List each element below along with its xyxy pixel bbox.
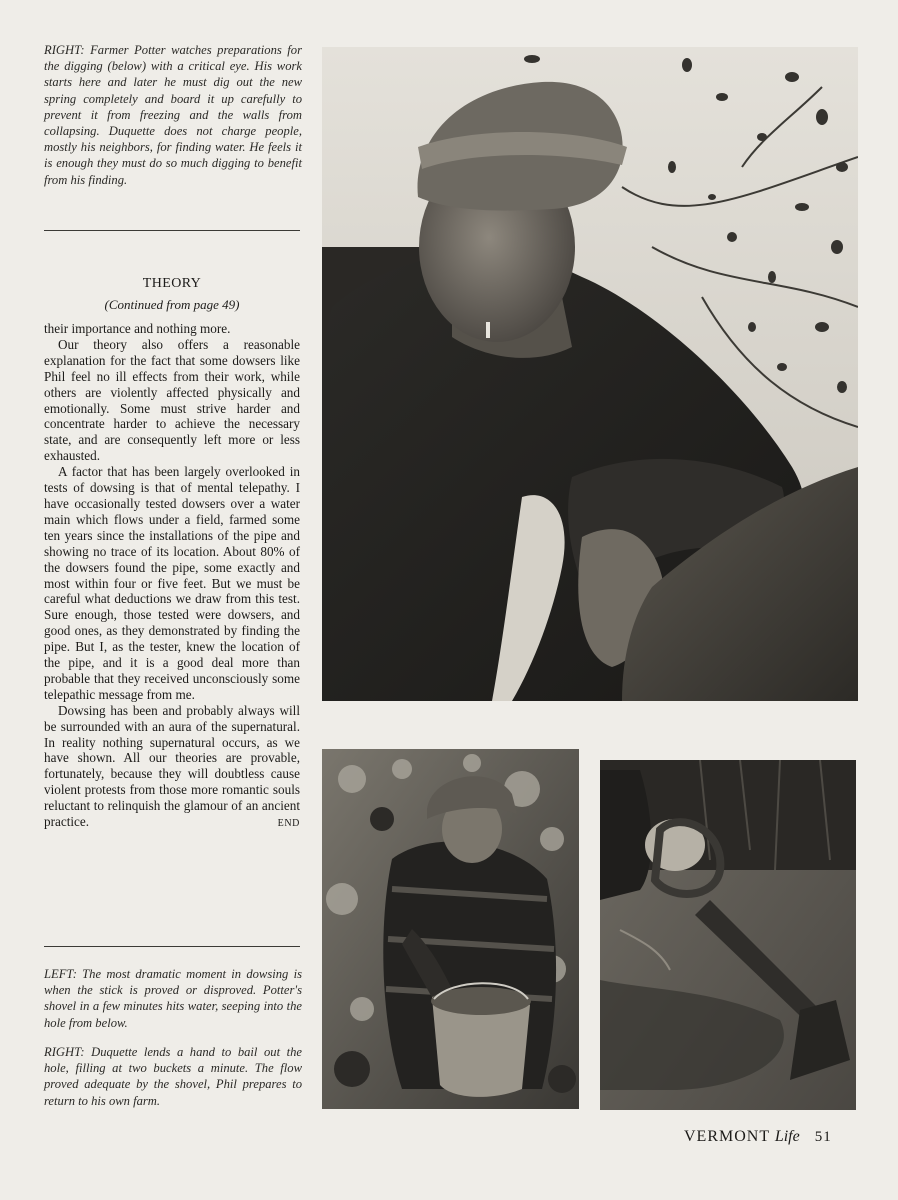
caption-right-photo: RIGHT: Duquette lends a hand to bail out the hole, filling at two buckets a minute. The flow proved adequate by the shovel, Phil prepares to return to his own farm. (44, 1045, 302, 1108)
article-paragraph: A factor that has been largely overlooked in tests of dowsing is that of mental telepathy. I have occasionally tested dowsers over a water main which flows under a field, farmed some ten years since the installations of the pipe and showing no trace of its location. About 80% of the dowsers found the pipe, some exactly and most within four or five feet. But we must be careful what deductions we draw from this test. Sure enough, those tested were dowsers, and good ones, as they demonstrated by finding the pipe. But I, as the tester, knew the location of the pipe, and it is a good deal more than probable that they received unconsciously some telepathic message from me. (44, 464, 300, 702)
article-paragraph-text: Dowsing has been and probably always will be surrounded with an aura of the supernatural. In reality nothing supernatural occurs, as we have shown. All our theories are provable, fortunately, because they will doubtless cause violent protests from those more romantic souls reluctant to relinquish the glamour of an ancient practice. (44, 702, 300, 830)
page-footer (684, 1128, 864, 1146)
photo-farmer-potter (322, 47, 858, 701)
photo-duquette-bailing-image (322, 749, 579, 1109)
article-body (44, 321, 300, 832)
photo-farmer-potter-image (322, 47, 858, 701)
magazine-name: VERMONT (684, 1128, 770, 1145)
end-mark: END (277, 818, 300, 830)
article-paragraph: their importance and nothing more. (44, 321, 231, 336)
continued-from-note: (Continued from page 49) (104, 297, 240, 312)
divider-rule-top (44, 230, 300, 231)
article-paragraph: Our theory also offers a reasonable explanation for the fact that some dowsers like Phil feel no ill effects from their work, while others are violently affected physically and emotionally. Some must strive harder and concentrate harder to achieve the necessary state, and are consequently left more or less exhausted. (44, 336, 300, 464)
article-paragraph-last (44, 703, 300, 830)
caption-left-photo: LEFT: The most dramatic moment in dowsing is when the stick is proved or disproved. Potter's shovel in a few minutes hits water, seeping into the hole from below. (44, 967, 302, 1030)
divider-rule-bottom (44, 946, 300, 947)
photo-duquette-bailing (322, 749, 579, 1109)
article-heading: THEORY (142, 276, 202, 291)
caption-top-right-photo: RIGHT: Farmer Potter watches preparations for the digging (below) with a critical eye. His work starts here and later he must dig out the new spring completely and board it up carefully to prevent it from freezing and the walls from collapsing. Duquette does not charge people, mostly his neighbors, for finding water. He feels it is enough they must do so much digging to benefit from his finding. (44, 43, 302, 187)
photo-shovel-water-image (600, 760, 856, 1110)
photo-shovel-water (600, 760, 856, 1110)
magazine-name-italic: Life (774, 1128, 800, 1145)
page-number: 51 (814, 1129, 832, 1145)
